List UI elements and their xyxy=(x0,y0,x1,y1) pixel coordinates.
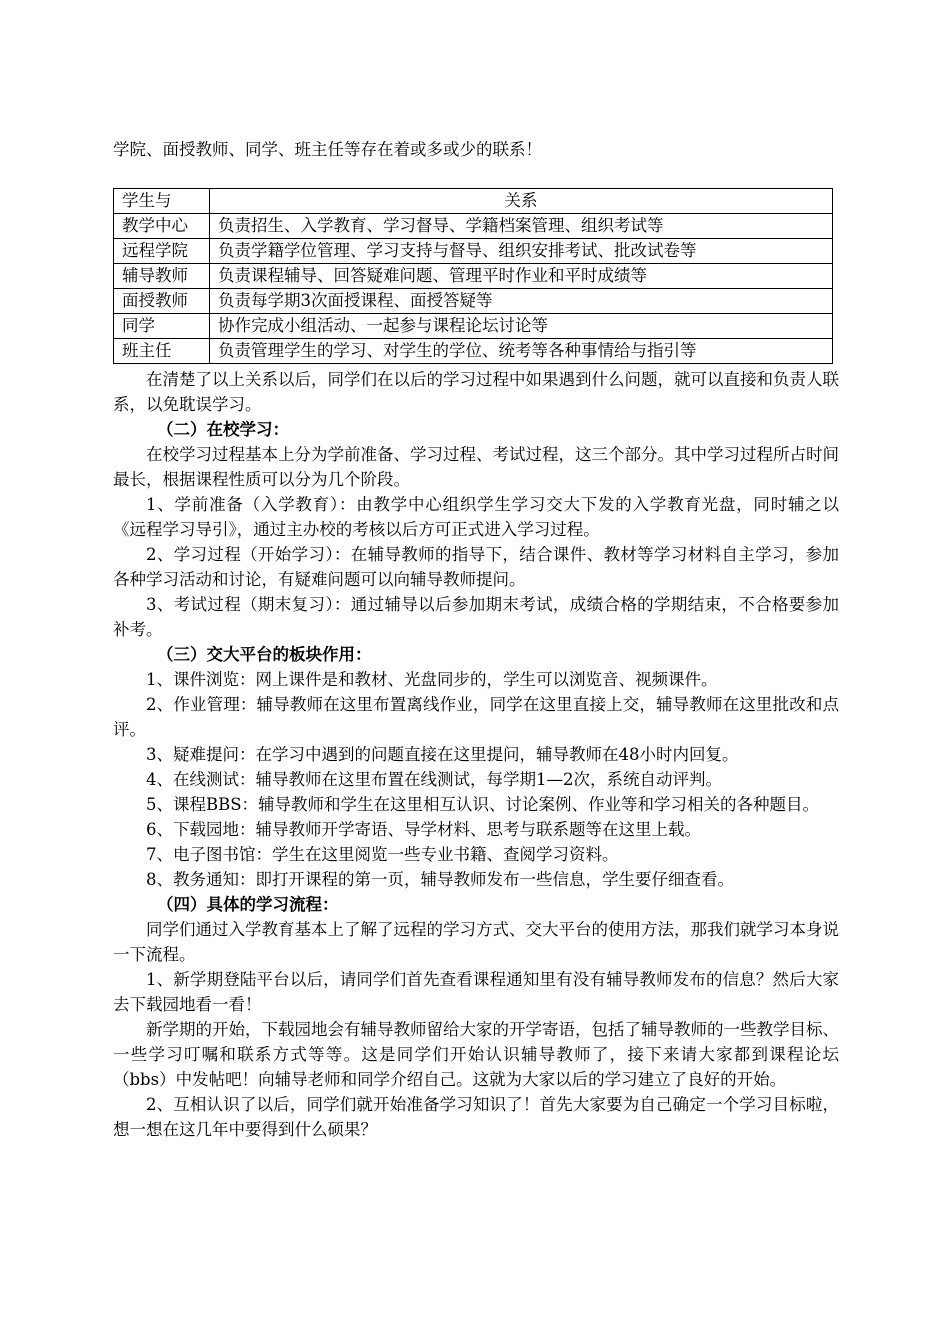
section-heading: （二）在校学习： xyxy=(157,420,289,439)
paragraph: 8、教务通知：即打开课程的第一页，辅导教师发布一些信息，学生要仔细查看。 xyxy=(146,870,734,889)
table-row xyxy=(114,289,833,314)
table-cell-role: 同学 xyxy=(114,314,210,339)
paragraph: 1、学前准备（入学教育）：由教学中心组织学生学习交大下发的入学教育光盘，同时辅之以《远程学习导引》，通过主办校的考核以后方可正式进入学习过程。 xyxy=(113,495,839,539)
paragraph: 在校学习过程基本上分为学前准备、学习过程、考试过程，这三个部分。其中学习过程所占时间最长，根据课程性质可以分为几个阶段。 xyxy=(113,445,839,489)
section-heading: （四）具体的学习流程： xyxy=(157,895,339,914)
table-cell-role: 面授教师 xyxy=(114,289,210,314)
paragraph: 在清楚了以上关系以后，同学们在以后的学习过程中如果遇到什么问题，就可以直接和负责人联系，以免耽误学习。 xyxy=(113,370,839,414)
paragraph: 6、下载园地：辅导教师开学寄语、导学材料、思考与联系题等在这里上载。 xyxy=(146,820,701,839)
table-cell-relation: 负责课程辅导、回答疑难问题、管理平时作业和平时成绩等 xyxy=(210,264,833,289)
table-row xyxy=(114,214,833,239)
paragraph: 1、新学期登陆平台以后，请同学们首先查看课程通知里有没有辅导教师发布的信息？然后大家去下载园地看一看！ xyxy=(113,970,839,1014)
table-header-cell: 关系 xyxy=(210,189,833,214)
paragraph: 2、作业管理：辅导教师在这里布置离线作业，同学在这里直接上交，辅导教师在这里批改和点评。 xyxy=(113,695,839,739)
paragraph: 7、电子图书馆：学生在这里阅览一些专业书籍、查阅学习资料。 xyxy=(146,845,619,864)
table-row xyxy=(114,239,833,264)
table-cell-relation: 负责每学期3次面授课程、面授答疑等 xyxy=(210,289,833,314)
table-cell-relation: 负责学籍学位管理、学习支持与督导、组织安排考试、批改试卷等 xyxy=(210,239,833,264)
intro-line: 学院、面授教师、同学、班主任等存在着或多或少的联系！ xyxy=(113,140,542,159)
document-body xyxy=(113,367,839,1142)
paragraph: 2、互相认识了以后，同学们就开始准备学习知识了！首先大家要为自己确定一个学习目标啦，想一想在这几年中要得到什么硕果？ xyxy=(113,1095,839,1139)
table-cell-relation: 负责管理学生的学习、对学生的学位、统考等各种事情给与指引等 xyxy=(210,339,833,364)
table-cell-role: 辅导教师 xyxy=(114,264,210,289)
table-cell-role: 教学中心 xyxy=(114,214,210,239)
relationship-table xyxy=(113,188,833,364)
table-header-row xyxy=(114,189,833,214)
table-row xyxy=(114,339,833,364)
paragraph: 1、课件浏览：网上课件是和教材、光盘同步的，学生可以浏览音、视频课件。 xyxy=(146,670,718,689)
paragraph: 同学们通过入学教育基本上了解了远程的学习方式、交大平台的使用方法，那我们就学习本身说一下流程。 xyxy=(113,920,839,964)
paragraph: 3、疑难提问：在学习中遇到的问题直接在这里提问，辅导教师在48小时内回复。 xyxy=(146,745,739,764)
paragraph: 2、学习过程（开始学习）：在辅导教师的指导下，结合课件、教材等学习材料自主学习，参加各种学习活动和讨论，有疑难问题可以向辅导教师提问。 xyxy=(113,545,839,589)
table-cell-role: 远程学院 xyxy=(114,239,210,264)
table-row xyxy=(114,264,833,289)
table-cell-role: 班主任 xyxy=(114,339,210,364)
section-heading: （三）交大平台的板块作用： xyxy=(157,645,372,664)
paragraph: 4、在线测试：辅导教师在这里布置在线测试，每学期1—2次，系统自动评判。 xyxy=(146,770,722,789)
table-cell-relation: 协作完成小组活动、一起参与课程论坛讨论等 xyxy=(210,314,833,339)
table-row xyxy=(114,314,833,339)
paragraph: 3、考试过程（期末复习）：通过辅导以后参加期末考试，成绩合格的学期结束，不合格要参加补考。 xyxy=(113,595,839,639)
table-cell-relation: 负责招生、入学教育、学习督导、学籍档案管理、组织考试等 xyxy=(210,214,833,239)
paragraph: 新学期的开始，下载园地会有辅导教师留给大家的开学寄语，包括了辅导教师的一些教学目标、一些学习叮嘱和联系方式等等。这是同学们开始认识辅导教师了，接下来请大家都到课程论坛（bbs）中发帖吧！向辅导老师和同学介绍自己。这就为大家以后的学习建立了良好的开始。 xyxy=(113,1020,839,1089)
table-header-cell: 学生与 xyxy=(114,189,210,214)
paragraph: 5、课程BBS：辅导教师和学生在这里相互认识、讨论案例、作业等和学习相关的各种题目。 xyxy=(146,795,820,814)
